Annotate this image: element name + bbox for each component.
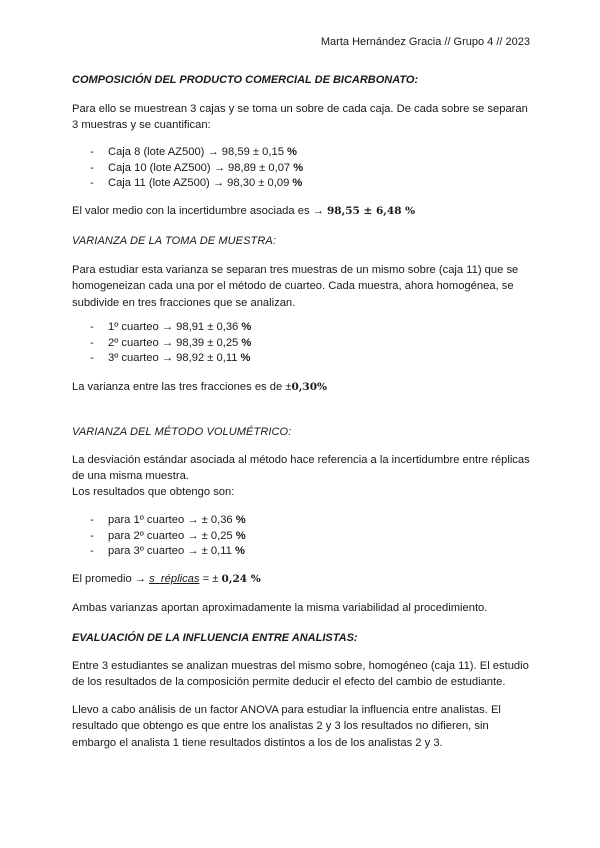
paragraph-conclusion: Ambas varianzas aportan aproximadamente la misma variabilidad al procedimiento. (72, 602, 488, 614)
paragraph-metodo: La desviación estándar asociada al método hace referencia a la incertidumbre entre réplicas de una misma muestra. (72, 454, 530, 483)
paragraph-analistas: Entre 3 estudiantes se analizan muestras del mismo sobre, homogéneo (caja 11). El estudio de los resultados de la composición permite deducir el efecto del cambio de estudiante. (72, 660, 529, 689)
variance-line: La varianza entre las tres fracciones es de ±0,30% (72, 381, 327, 393)
list-item: - Caja 11 (lote AZ500) → 98,30 ± 0,09 % (72, 176, 532, 192)
list-item: - 1º cuarteo → 98,91 ± 0,36 % (72, 320, 532, 336)
paragraph-anova: Llevo a cabo análisis de un factor ANOVA para estudiar la influencia entre analistas. El resultado que obtengo es que entre los analistas 2 y 3 los resultados no difieren, sin embargo el analista 1 tiene resultados distintos a los de los analistas 2 y 3. (72, 704, 501, 749)
variance-value: 0,30% (291, 381, 327, 393)
paragraph-toma-muestra: Para estudiar esta varianza se separan tres muestras de un mismo sobre (caja 11) que se homogeneizan cada una por el método de cuarteo. Cada muestra, ahora homogénea, se subdivide en tres fracciones que se analizan. (72, 264, 519, 309)
paragraph-resultados: Los resultados que obtengo son: (72, 486, 235, 498)
page-header: Marta Hernández Gracia // Grupo 4 // 2023 (320, 36, 530, 48)
list-item: - 2º cuarteo → 98,39 ± 0,25 % (72, 336, 532, 352)
mean-value-line: El valor medio con la incertidumbre asociada es → 98,55 ± 6,48 % (72, 205, 416, 217)
list-item: - Caja 10 (lote AZ500) → 98,89 ± 0,07 % (72, 161, 532, 177)
list-item: - 3º cuarteo → 98,92 ± 0,11 % (72, 351, 532, 367)
s-replicas-symbol: s_réplicas (149, 573, 200, 585)
list-item: - Caja 8 (lote AZ500) → 98,59 ± 0,15 % (72, 145, 532, 161)
replicas-list (72, 513, 532, 560)
section-title-toma-muestra: VARIANZA DE LA TOMA DE MUESTRA: (72, 235, 276, 247)
list-item: - para 3º cuarteo → ± 0,11 % (72, 544, 532, 560)
section-title-analistas: EVALUACIÓN DE LA INFLUENCIA ENTRE ANALISTAS: (72, 632, 358, 644)
cuarteo-list (72, 320, 532, 367)
section-title-composicion: COMPOSICIÓN DEL PRODUCTO COMERCIAL DE BICARBONATO: (72, 74, 419, 86)
section-title-metodo: VARIANZA DEL MÉTODO VOLUMÉTRICO: (72, 426, 292, 438)
average-line: El promedio → s_réplicas = ± 0,24 % (72, 573, 261, 585)
average-value: 0,24 % (221, 573, 261, 585)
paragraph-intro: Para ello se muestrean 3 cajas y se toma un sobre de cada caja. De cada sobre se separan 3 muestras y se cuantifican: (72, 103, 528, 132)
composition-list (72, 145, 532, 192)
list-item: - para 2º cuarteo → ± 0,25 % (72, 529, 532, 545)
list-item: - para 1º cuarteo → ± 0,36 % (72, 513, 532, 529)
mean-value: 98,55 ± 6,48 % (326, 205, 416, 217)
